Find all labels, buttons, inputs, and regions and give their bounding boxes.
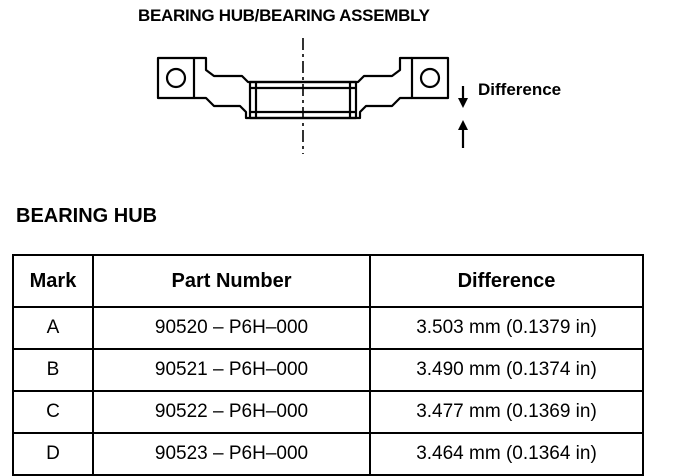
right-bearing-housing [412, 58, 448, 98]
cell-difference: 3.464 mm (0.1364 in) [370, 433, 643, 475]
table-row [13, 433, 643, 475]
cell-part-number: 90521 – P6H–000 [93, 349, 370, 391]
right-bearing-ball [421, 69, 439, 87]
cell-mark: A [13, 307, 93, 349]
cell-mark: D [13, 433, 93, 475]
cell-difference: 3.503 mm (0.1379 in) [370, 307, 643, 349]
cell-part-number: 90522 – P6H–000 [93, 391, 370, 433]
left-bearing-housing [158, 58, 194, 98]
header-difference: Difference [370, 255, 643, 307]
cell-mark: B [13, 349, 93, 391]
table-header-row [13, 255, 643, 307]
table-row [13, 349, 643, 391]
header-mark: Mark [13, 255, 93, 307]
left-bearing-ball [167, 69, 185, 87]
difference-label: Difference [478, 80, 562, 99]
cell-part-number: 90520 – P6H–000 [93, 307, 370, 349]
cell-difference: 3.477 mm (0.1369 in) [370, 391, 643, 433]
section-title: BEARING HUB [16, 205, 158, 227]
cell-part-number: 90523 – P6H–000 [93, 433, 370, 475]
table-row [13, 391, 643, 433]
bearing-hub-table [12, 254, 644, 476]
table-row [13, 307, 643, 349]
header-part-number: Part Number [93, 255, 370, 307]
cell-mark: C [13, 391, 93, 433]
cell-difference: 3.490 mm (0.1374 in) [370, 349, 643, 391]
diagram-title: BEARING HUB/BEARING ASSEMBLY [138, 6, 430, 25]
